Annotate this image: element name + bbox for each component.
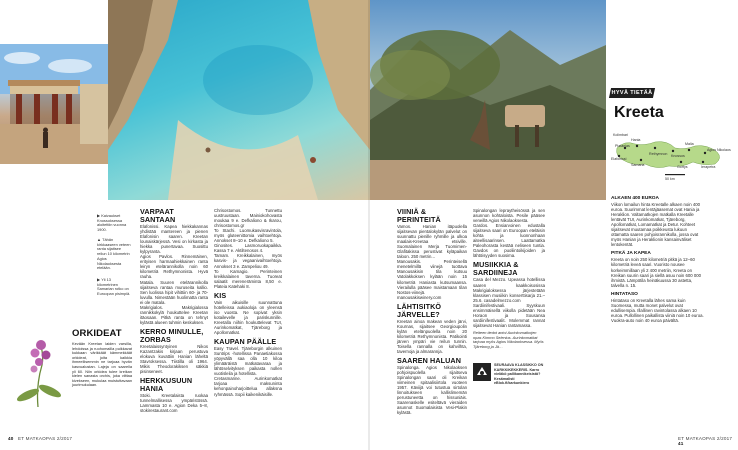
- photo-caption-olive: ▶ Yli 13 kilometrinen Samarian rotko on Euroopan pisimpiä.: [97, 277, 131, 297]
- paragraph: Elafonissi. Kapea hiekkakannas yhdistää mantereen ja pienen Elafonisin saaren. Kreetan lounaiskärjessä. Vesi on kirkasta ja hiekka punertavaa. Suosittu kylpyranta.: [140, 224, 208, 255]
- sidebar-banner: [609, 88, 655, 98]
- photo-caption-cove: ▲ Tähän kirkkaaseen veteen ranta sijaitsee reilun 10 kilometrin Agios Nikolaoksesta etelään.: [97, 237, 131, 271]
- column-3: [214, 208, 282, 397]
- section-title-hania-food: HERKKUSUUN HANIA: [140, 376, 193, 394]
- paragraph: Easy Travel. Tjäreborgin alkuinen Suntrips -hotellissa Panaetiakossa yöpyvällä saa olla 10 kiloa ylimääräistä matkatavaraa ja lähtöselvityksen paikasta nollen vuotisleila ja hotellista.: [214, 346, 282, 377]
- magazine-name-right: ET MATKAOPAS 2/2017: [678, 436, 733, 441]
- section-title-music: MUSIIKKIA & SARDIINEJA: [473, 260, 519, 278]
- paragraph: Casa del Mezzo. Upeassa hotellissa saaren kaakkoisosissa Makrigialoksessa järjestetään klassisen musiikin konserttisarja 21.–25.6. casadelmezzo.com: [473, 277, 545, 303]
- map-label-ierapetra: Ierapetra: [701, 165, 716, 169]
- orchid-box: [72, 328, 132, 388]
- map-label-samaria: Samaria: [631, 163, 645, 167]
- page-gutter: [368, 0, 370, 450]
- paragraph: Agios Pavlos. Rinnemäinen, erityisen harmaahiekkainen ranta leiryn etelärannikolla noin 60 kilometriä Rethymnonista. Hyvä rauha.: [140, 254, 208, 280]
- sidebar-section-prices: HINTATASO: [611, 291, 638, 297]
- map-scale: 50 km: [665, 177, 675, 181]
- paragraph: Tamam. Kreikkalainen, myös kasvis- ja vegaanivaihtoehtoja. Annokset 3 e. Zampeliou 49.: [214, 253, 282, 269]
- map-label-elafonissi: Elafonissi: [611, 157, 627, 161]
- map-label-hania: Hania: [631, 138, 641, 142]
- paragraph: Gardos. Ensiarvoinen edustalla sijaitseva saari on Euroopan eteläisin kohta ja luonnonhaan aiteellisaarinsen. Laattamatka Paleohorasta kestää neliseen tuntia. Gavdos on puoliintoikijoiden ja lähtöisyyden suosima.: [473, 223, 545, 259]
- orchid-image: [8, 325, 70, 407]
- paragraph: To Karnagio. Perinteinen kreikkalainen taverna. Tuoreat salaatit mereneräminta 8,50 e. Plateia Katehaki 8.: [214, 268, 282, 289]
- orchid-title: ORKIDEAT: [72, 328, 122, 339]
- paragraph: Vamos. Hanian itäpuolella sijaitsevan pientalokylän palvelut on suunnattu pienille ryhmille ja ulkoa maalais-Kreetaa etsiville. Suomalainen Merja Tuomimen-Glafitakissa perustivat kyläpaikan taloon. 250 metrin...: [397, 224, 467, 260]
- photo-caption-knossos: ▶ Kaivaukset Knossoksessa aloitettiin vuonna 1900.: [97, 213, 127, 233]
- map-label-kolimbari: Kolimbari: [613, 133, 628, 137]
- section-title-lake: LÄHTISITKÖ JÄRVELLE?: [397, 301, 442, 319]
- paragraph: Kreetan ainoa makean veden järvi, Kournas, sijaitsee Georgioupolin kylän etelänpuolella noin 20 kilometriä Rethymnonista. Patikointi järven ympäri vie reilun tunnin. Toisella rannalla on kahvilhta, tavernoja ja almarannja.: [397, 318, 467, 354]
- paragraph: Cretasmarine. Aurinkomatkat tarjoaa maksuninta kehonpainoharjoittelua allaksna ryhmässä. Sopii kaikenikäisille.: [214, 376, 282, 397]
- sidebar-banner-label: HYVÄ TIETÄÄ: [611, 90, 653, 96]
- cove-photo: [108, 0, 370, 200]
- section-title-extras: KAUPAN PÄÄLLE: [214, 337, 277, 347]
- orchid-text: Kevään Kreetan laiden varsilla, lehdoissa ja ruohomailla puikkavat kukkaan värikkäät kämmekkäät orkideat, joita kaikkia ihmeellisemmin ne tarjoaa hyvän kasvualustan. Lajeja on saarella yli 60. Niin orkidea tulee kreikan kielen sanasta orchis, joka viittaa kivekseen, mukulaa muistuttavaan juurimukulaan.: [72, 341, 132, 388]
- paragraph: Manousakis. Perinteisellä menetelmillä viinejä tuottava Manousakisin tila kutsuu Vatolakkoksen kylään noin 15 kilometriä Haniasta kutsumaansa. Vierailulla pääsee maistamaan tilan Nostos-viinejä. manousakiswinery.com: [397, 259, 467, 300]
- source-note: Reiteen tiedot antoi Aurinkomatkojen opas Kimmo Selenius. Aurinkomatkat tarjoaa myös Agios Nikolaoksessa. Myös Tjäreborg ja Jä…: [473, 329, 544, 349]
- cove-illustration: [108, 0, 370, 200]
- eco-badge-icon: [473, 363, 491, 381]
- map-label-agios-nikolaos: Agios Nikolaos: [707, 148, 731, 152]
- section-title-beaches: VARPAAT SANTAAN: [140, 207, 176, 224]
- paragraph: Spinalonga. Agios Nikolaoksen pohjoispuolella sijaitseva Spinalongan saari oli Kreikan viimeinen spitaalisiirtola vuoteen 1957. Käviijä voi tutustua sirtolan linnoitukseen kallislimemän perustuneetta on hissuniäis. Saarenaskelle esiteltävä vieraiden asunnot Suomalaisista Vesi-Plakin kylästä.: [397, 365, 467, 416]
- sidebar-paragraph: Kreeta on noin 250 kilometriä pitkä ja 12–60 kilometriä leveä saari. Vuoristo nousee korkeimmillaan yli 2 400 metriin, Kreeta on Kreikan suurin saari ja siellä asuu noin 600 000 ihmistä. Lämpötila heinäkuussa 30 astetta, talvella n. 15.: [611, 257, 702, 288]
- sidebar-text: [611, 196, 705, 323]
- section-title-wine: VIINIÄ & PERINTEITÄ: [397, 207, 441, 224]
- map-label-gortys: Gortys: [677, 165, 688, 169]
- paragraph: Chrisostomos. Tunnettu uustruustaan. Mainiokohovasta moukaa 9 e. Defkaliono & Ikarou, chrisostomos.gr: [214, 208, 282, 229]
- knossos-photo: [0, 44, 108, 164]
- paragraph: Vain aikuisille suunnattuna hotelleissa aukiaoloja on yleensä iso vuosta. Ne sopivat yksin kotailevelle ja pariskunnille. Kreetalla niihin houkuttelevat TUI, Aurinkomatkat, Tjäreborg ja Apollomatkat.: [214, 299, 282, 336]
- paragraph: Makrigialos. Makrigialossa rannikkokylä houkuttelee Kreetan itäosaan. Pitkä ranta on tehnyt kylästä alueen tuhmin keskuksen.: [140, 304, 208, 325]
- map-label-knossos: Knossos: [671, 154, 685, 158]
- sidebar-paragraph: Viikon lomailun hinta Kreetalle alkaen noin 400 euroa. Suurimmat lentäjäasemat ovat Hania ja Heraklion. Valtamatkojen matkalla Kreetalle lentävät TUI, Aurinkomatkat, Tjäreborg, Apollomatkat, Lomamatkat ja Detur. Kohteet sijaitsevat muutamaa poikkeusta lukuun ottamatta saaren pohjoisrannikolla, jossa ovat myös Hanian ja Heraklionin kansainväliset lentokentät.: [611, 202, 701, 248]
- orchid-icon: [8, 325, 70, 407]
- column-5: [473, 208, 545, 385]
- map-label-platanias: Platanias: [615, 144, 630, 148]
- map-label-rethymnon: Rethymnon: [649, 152, 668, 156]
- paragraph: Spinalongan lepraytheisössä ja sen asunnon kohtaloista. Pesile pääsee veneillä Agios Nikolaoksesta.: [473, 208, 545, 224]
- footer-right: [678, 436, 738, 446]
- crete-map: [611, 126, 731, 188]
- paragraph: Kreetalaissyntyinen Nikos Kazantzakis kirjaan perustuva elokuva kuvattiin Hanian läheltä Stavroksessa. Tiistilla oli 1964. Mikis Theodorakiksen säkkiä pisinseneet.: [140, 343, 208, 375]
- page-number-right: 41: [678, 441, 684, 446]
- footer-left: [8, 436, 72, 441]
- paragraph: To Stachi. Luomukasvisravintola, myös gluteenittomia vaihtoehtoja. Annokset 8–10 e. Defkaliono 5.: [214, 228, 282, 244]
- sidebar-paragraph: Hintataso on Kreetalla lähes sama kuin Suomessa, mutta monet palvelut ovat edullisempia. Illallinen ravintolassa alkaen 10 euroa. Pullollinen paikallista viiniä noin 10 euroa. Vuokra-auto noin 40 euroa päivältä.: [611, 297, 704, 323]
- sidebar-title: Kreeta: [614, 104, 664, 121]
- paragraph: Stoki. Kreetalaista ruokaa tunnelmallisessa ympäristössä. Lammasta 10 e. Agion Deka 5–8, stokirestaurant.com: [140, 393, 208, 414]
- mountain-photo: [370, 0, 606, 200]
- section-title-island: SAAREN HALUAN: [397, 356, 461, 366]
- sustainability-badge: [473, 363, 545, 385]
- column-2: [140, 208, 208, 413]
- paragraph: Sardiinifestivaali. Syyskuun ensimmäisellä viikolla pidetään Nea Horaon ja Sousansa sardiinifestivaalit. Molemmat rannat sijaitsevat Hanian rantamassa.: [473, 302, 545, 328]
- map-label-malia: Malia: [685, 142, 694, 146]
- column-4: [397, 208, 467, 416]
- page-number-left: 40: [8, 436, 14, 441]
- paragraph: Matala. Suuren etelärannikolla sijaitseva rantaa muruseita kallio. Sen luolissa hipit vihittiin 60- ja 70-luvulla. Nimestään huolimatta ranta ei ole matala.: [140, 279, 208, 305]
- sidebar-section-size: PITKÄ JA KAPEA: [611, 251, 651, 257]
- section-title-zorbas: KERRO MINULLE, ZORBAS: [140, 326, 204, 344]
- section-title-kis: KIS: [214, 290, 227, 300]
- olive-tree-illustration: [370, 0, 606, 200]
- magazine-name-left: ET MATKAOPAS 2/2017: [18, 436, 73, 441]
- knossos-ruins-illustration: [0, 44, 108, 164]
- paragraph: Ginosites. Lasmoruokapaikka. Kassa 7 e. Aktiltenosos 4.: [214, 243, 282, 254]
- sidebar-section-price: ALKAEN 400 EUROA: [611, 196, 659, 201]
- badge-text: SEURAAVA KLASSIKKO ON KARKKIKEKKERIS. Karro vieläkö pallikannikeisistä? Kesämalisti eBlok.fi/karkunkiero: [494, 363, 544, 385]
